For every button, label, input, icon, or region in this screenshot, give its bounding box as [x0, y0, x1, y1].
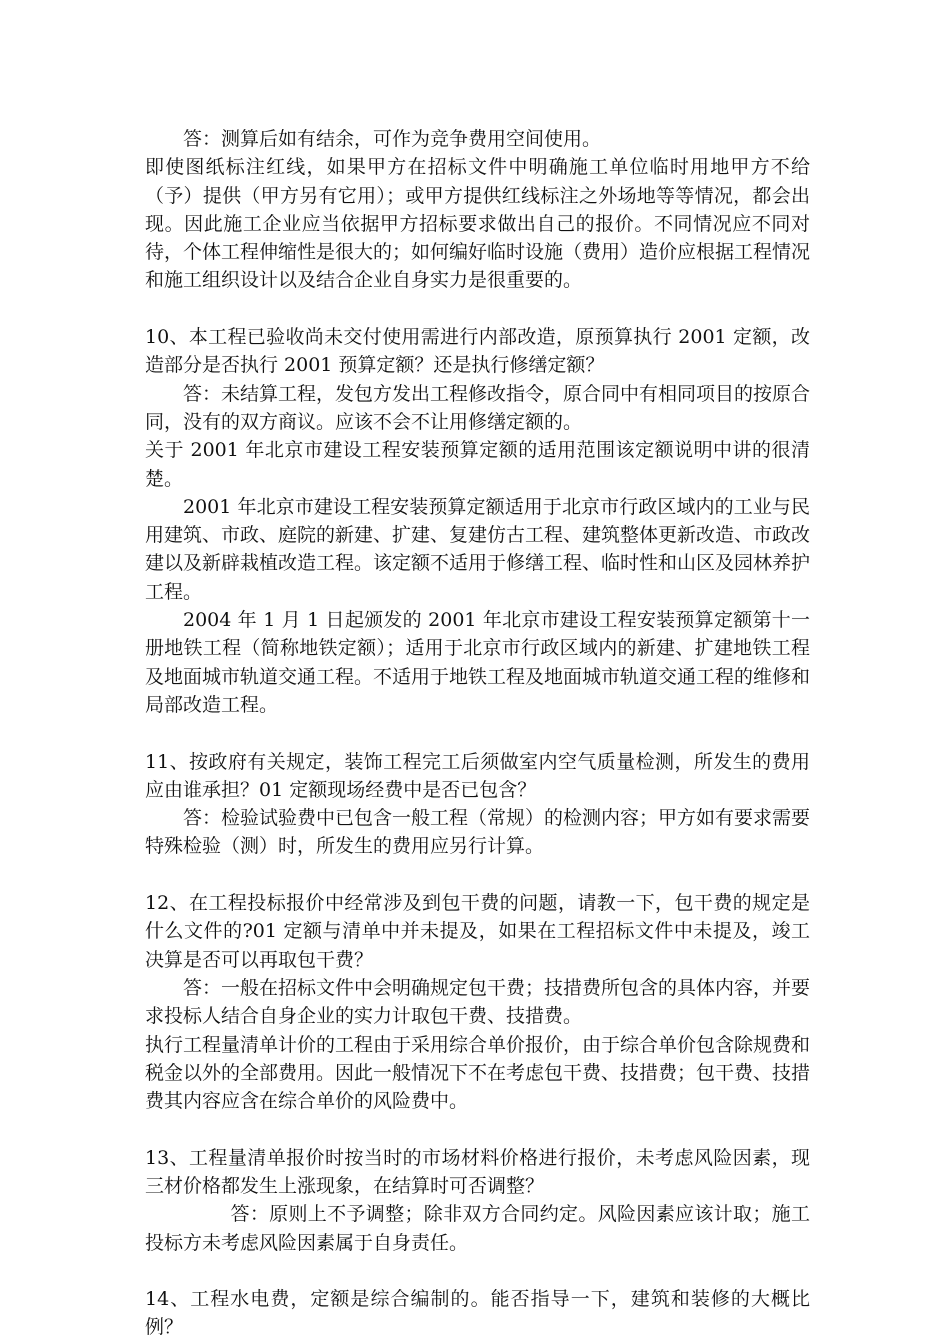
question-paragraph: 13、工程量清单报价时按当时的市场材料价格进行报价，未考虑风险因素，现三材价格都发生上涨现象，在结算时可否调整？ — [145, 1146, 810, 1197]
answer-paragraph: 答：原则上不予调整；除非双方合同约定。风险因素应该计取；施工投标方未考虑风险因素属于自身责任。 — [145, 1203, 810, 1254]
body-paragraph: 执行工程量清单计价的工程由于采用综合单价报价，由于综合单价包含除规费和税金以外的全部费用。因此一般情况下不在考虑包干费、技措费；包干费、技措费其内容应含在综合单价的风险费中。 — [145, 1033, 811, 1113]
answer-paragraph: 答：测算后如有结余，可作为竞争费用空间使用。 — [183, 128, 602, 150]
question-paragraph: 14、工程水电费，定额是综合编制的。能否指导一下，建筑和装修的大概比例？ — [145, 1288, 810, 1339]
body-paragraph: 2004 年 1 月 1 日起颁发的 2001 年北京市建设工程安装预算定额第十一册地铁工程（简称地铁定额）；适用于北京市行政区域内的新建、扩建地铁工程及地面城市轨道交通工程。不适用于地铁工程及地面城市轨道交通工程的维修和局部改造工程。 — [145, 609, 811, 716]
paragraph-gap — [145, 1257, 810, 1285]
answer-paragraph: 答：检验试验费中已包含一般工程（常规）的检测内容；甲方如有要求需要特殊检验（测）时，所发生的费用应另行计算。 — [145, 807, 811, 858]
paragraph-gap — [145, 295, 810, 323]
document-body — [145, 125, 810, 1342]
paragraph-gap — [145, 719, 810, 747]
body-paragraph: 2001 年北京市建设工程安装预算定额适用于北京市行政区域内的工业与民用建筑、市政、庭院的新建、扩建、复建仿古工程、建筑整体更新改造、市政改建以及新辟栽植改造工程。该定额不适用于修缮工程、临时性和山区及园林养护工程。 — [145, 495, 811, 603]
body-paragraph: 关于 2001 年北京市建设工程安装预算定额的适用范围该定额说明中讲的很清楚。 — [145, 439, 810, 490]
paragraph-gap — [145, 861, 810, 889]
question-paragraph: 12、在工程投标报价中经常涉及到包干费的问题，请教一下，包干费的规定是什么文件的?01 定额与清单中并未提及，如果在工程招标文件中未提及，竣工决算是否可以再取包干费？ — [145, 892, 810, 971]
answer-paragraph: 答：未结算工程，发包方发出工程修改指令，原合同中有相同项目的按原合同，没有的双方商议。应该不会不让用修缮定额的。 — [145, 382, 811, 433]
question-paragraph: 11、按政府有关规定，装饰工程完工后须做室内空气质量检测，所发生的费用应由谁承担？01 定额现场经费中是否已包含？ — [145, 750, 810, 801]
question-paragraph: 10、本工程已验收尚未交付使用需进行内部改造，原预算执行 2001 定额，改造部分是否执行 2001 预算定额？还是执行修缮定额？ — [145, 326, 810, 377]
paragraph-gap — [145, 1115, 810, 1143]
answer-paragraph: 答：一般在招标文件中会明确规定包干费；技措费所包含的具体内容，并要求投标人结合自身企业的实力计取包干费、技措费。 — [145, 976, 811, 1028]
body-paragraph: 即使图纸标注红线，如果甲方在招标文件中明确施工单位临时用地甲方不给（予）提供（甲方另有它用）；或甲方提供红线标注之外场地等等情况，都会出现。因此施工企业应当依据甲方招标要求做出自己的报价。不同情况应不同对待，个体工程伸缩性是很大的；如何编好临时设施（费用）造价应根据工程情况和施工组织设计以及结合企业自身实力是很重要的。 — [145, 156, 811, 292]
